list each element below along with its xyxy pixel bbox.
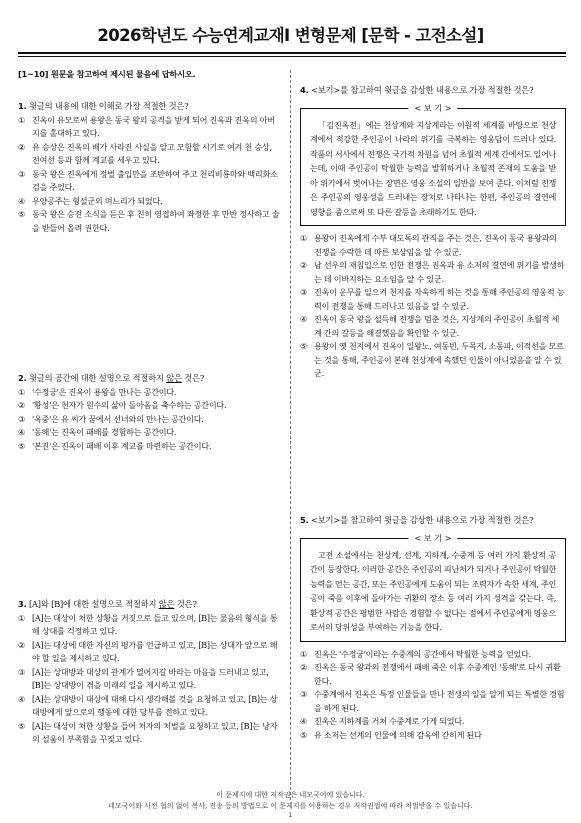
option-5[interactable]: [300, 340, 566, 381]
option-5[interactable]: [300, 729, 566, 743]
option-mark: ⑤: [300, 341, 308, 351]
option-4[interactable]: [18, 426, 280, 440]
header-rule: [18, 52, 566, 54]
option-4[interactable]: [18, 693, 280, 720]
option-mark: ④: [300, 716, 308, 726]
option-mark: ①: [18, 386, 26, 397]
question-text-end: 것은?: [174, 599, 197, 609]
option-4[interactable]: [300, 715, 566, 729]
instruction: [18, 68, 280, 82]
option-mark: ②: [18, 400, 26, 410]
option-1[interactable]: [300, 232, 566, 259]
option-5[interactable]: [18, 720, 280, 747]
question-text: <보기>를 참고하여 윗글을 감상한 내용으로 가장 적절한 것은?: [310, 515, 534, 525]
question-text: [A]와 [B]에 대한 설명으로 적절하지: [28, 599, 159, 609]
option-1[interactable]: [18, 386, 280, 400]
option-2[interactable]: [300, 661, 566, 688]
option-5[interactable]: [18, 440, 280, 454]
option-mark: ⑤: [18, 440, 26, 451]
question-text: 윗글의 공간에 대한 설명으로 적절하지: [28, 373, 167, 383]
option-mark: ①: [18, 114, 26, 125]
option-2[interactable]: [18, 399, 280, 413]
option-text: [A]는 상대방과 대상의 관계가 멀어지길 바라는 마음을 드러내고 있고, [B]는 상대방이 겪을 미래의 일을 제시하고 있다.: [32, 666, 269, 690]
option-text: [A]는 상대방이 대상에 대해 다시 생각해볼 것을 요청하고 있고, [B]는 상대방에게 앞으로의 행동에 대한 당부를 전하고 있다.: [32, 693, 278, 717]
option-mark: ②: [18, 639, 26, 650]
option-mark: ③: [300, 287, 308, 297]
option-text: 진옥은 지하계를 거쳐 수중계로 가게 되었다.: [314, 716, 465, 726]
option-2[interactable]: [18, 141, 280, 168]
option-text: 용왕이 진옥에게 수부 대도독의 관직을 주는 것은, 진옥이 동국 용왕과의 전쟁을 수락한 데 따른 보상임을 알 수 있군.: [314, 233, 557, 257]
question-number: 4.: [300, 85, 309, 95]
option-mark: ④: [18, 427, 26, 437]
question-number: 2.: [18, 373, 27, 383]
option-text: [A]는 대상이 처한 상황을 거짓으로 들고 있으며, [B]는 물음의 형식을 통해 상대를 걱정하고 있다.: [32, 612, 278, 636]
option-mark: ②: [300, 260, 308, 270]
option-text: 용왕이 옛 천지에서 진옥이 일왕노, 여동빈, 두목지, 소동파, 이적선을 모르는 것을 통해, 주인공이 본래 천상계에 속했던 인물이 아니었음을 알 수 있군.: [314, 341, 564, 378]
question-stem: [300, 514, 566, 528]
question-stem: [18, 598, 280, 612]
question-3: [18, 598, 280, 747]
option-text: '수정궁'은 진옥이 용왕을 만나는 공간이다.: [32, 386, 177, 397]
option-5[interactable]: [18, 208, 280, 235]
option-mark: ④: [18, 195, 26, 206]
option-text: 동국 왕은 승전 소식을 듣은 후 친히 영접하여 좌정한 후 만반 정사하고 술을 받들어 올려 권한다.: [32, 209, 280, 233]
example-box: [300, 532, 566, 642]
option-text: [A]는 대상이 처한 상황을 들어 처자의 처벌을 요청하고 있고, [B]는 낭자의 설움이 부족함을 꾸짖고 있다.: [32, 720, 278, 744]
option-3[interactable]: [18, 666, 280, 693]
question-emphasis: 않은: [158, 599, 175, 609]
option-mark: ④: [300, 314, 308, 324]
option-text: 남 선우의 재침입으로 인한 전쟁은 진옥과 유 소저의 결연에 위기를 발생하는 데 이바지하는 요소임을 알 수 있군.: [314, 260, 565, 284]
question-5: [300, 514, 566, 742]
option-2[interactable]: [18, 639, 280, 666]
option-mark: ⑤: [18, 209, 26, 219]
question-1: [18, 100, 280, 235]
question-emphasis: 않은: [166, 373, 182, 383]
copyright-notice: 이 문제지에 대한 저작권은 네모국어에 있습니다.: [216, 791, 365, 799]
option-mark: ①: [18, 612, 26, 623]
option-4[interactable]: [18, 195, 280, 209]
example-box-text: 고전 소설에서는 천상계, 선계, 지하계, 수중계 등 여러 가지 환상적 공간이 등장한다. 이러한 공간은 주인공의 피난처가 되거나 주인공이 탁월한 능력을 얻는 공간, 또는 주인공에게 도움이 되는 조력자가 속한 세계, 주인공이 죽음 이후에 돌아가는 귀환의 장소 등 여러 가지 성격을 갖는다. 즉, 환상적 공간은 평범한 사람은 경험할 수 없다는 점에서 주인공에게 영웅으로서의 당위성을 부여하는 기능을 한다.: [310, 549, 557, 632]
option-mark: ③: [300, 689, 308, 699]
example-box-label: < 보 기 >: [408, 102, 457, 114]
option-mark: ③: [18, 666, 26, 677]
copyright-warning: 네모국어와 사전 협의 없이 복사, 전송 등의 방법으로 이 문제지를 이용하는 경우 저작권법에 따라 처벌받을 수 있습니다.: [108, 802, 473, 810]
option-3[interactable]: [300, 286, 566, 313]
option-text: 수중계에서 진옥은 특정 인물들을 만나 전생의 일을 알게 되는 특별한 경험을 하게 된다.: [314, 689, 565, 713]
example-box: [300, 102, 566, 227]
question-4: [300, 84, 566, 381]
column-divider: [290, 70, 291, 800]
option-mark: ③: [18, 413, 26, 424]
option-1[interactable]: [18, 114, 280, 141]
instruction-text: [1~10] 원문을 참고하여 제시된 물음에 답하시오.: [18, 69, 196, 79]
option-3[interactable]: [18, 413, 280, 427]
option-mark: ⑤: [300, 729, 308, 740]
page-number: 1: [288, 812, 293, 819]
option-3[interactable]: [300, 688, 566, 715]
option-4[interactable]: [300, 313, 566, 340]
option-text: [A]는 대상에 대한 자신의 평가를 언급하고 있고, [B]는 상대가 앞으로 해야 할 일을 제시하고 있다.: [32, 639, 278, 663]
option-mark: ⑤: [18, 720, 26, 731]
option-text: 진옥이 운무를 일으켜 천지를 자욱하게 하는 것을 통해 주인공의 영웅적 능력이 전쟁을 통해 드러나고 있음을 알 수 있군.: [314, 287, 565, 311]
option-text: 진옥은 '수정궁'이라는 수중계의 공간에서 탁월한 능력을 얻었다.: [314, 648, 531, 659]
option-2[interactable]: [300, 259, 566, 286]
question-number: 3.: [18, 599, 27, 609]
question-2: [18, 372, 280, 453]
option-text: 우양공주는 형설군의 며느리가 되었다.: [32, 195, 163, 206]
option-text: 진옥이 동국 왕을 설득해 전쟁을 멈춘 것은, 지상계의 주인공이 초월적 세계 간의 갈등을 해결했음을 확인할 수 있군.: [314, 314, 560, 338]
option-3[interactable]: [18, 168, 280, 195]
option-text: 진옥은 동국 왕과의 전쟁에서 패배 죽은 이후 수중계인 '동해'로 다시 귀환한다.: [314, 662, 561, 686]
option-mark: ②: [18, 141, 26, 152]
example-box-text: 「김진옥전」에는 천상계와 지상계라는 이원적 세계를 바탕으로 천상계에서 적강한 주인공이 나라의 위기를 극복하는 영웅담이 드러나 있다. 작품의 서사에서 전쟁은 국가적 차원을 넘어 초월적 세계 간에서도 일어나는데, 이때 주인공이 탁월한 능력을 발휘하거나 초월적 존재의 도움을 받아 위기에서 벗어나는 장면은 영웅 소설의 일반을 보여 준다. 이처럼 전쟁은 주인공의 영웅성을 드러내는 장치로 나타나는 한편, 주인공의 결연에 영향을 줌으로써 또 다른 갈등을 초래하기도 한다.: [310, 119, 557, 217]
option-mark: ③: [18, 168, 26, 179]
question-text: 윗글의 내용에 대한 이해로 가장 적절한 것은?: [28, 101, 189, 111]
option-text: 유 소저는 선계의 인물에 의해 감옥에 갇히게 된다: [314, 729, 482, 740]
option-1[interactable]: [18, 612, 280, 639]
example-box-label: < 보 기 >: [408, 532, 457, 544]
option-mark: ②: [300, 662, 308, 672]
option-text: '동해'는 진옥이 패배를 경험하는 공간이다.: [32, 427, 177, 437]
option-text: '옥중'은 유 씨가 꿈에서 선녀와의 만나는 공간이다.: [32, 413, 204, 424]
question-stem: [18, 372, 280, 386]
question-text-end: 것은?: [181, 373, 205, 383]
option-text: 진옥이 유모로써 용왕은 동국 왕의 공격을 받게 되어 진옥과 진옥의 아버지를 홀대하고 있다.: [32, 114, 275, 138]
header-rule-thin: [18, 56, 566, 57]
option-mark: ①: [300, 233, 308, 243]
option-mark: ④: [18, 693, 26, 704]
question-number: 5.: [300, 515, 309, 525]
question-number: 1.: [18, 101, 27, 111]
option-text: 동국 왕은 진옥에게 정벌 출입만을 조반하여 주고 천리비룡마와 백리화소검을 주었다.: [32, 168, 278, 192]
option-1[interactable]: [300, 648, 566, 662]
option-text: '황성'은 천자가 원수의 삶아 돌아옴을 축수하는 공간이다.: [32, 400, 227, 410]
question-stem: [300, 84, 566, 98]
question-stem: [18, 100, 280, 114]
question-text: <보기>를 참고하여 윗글을 감상한 내용으로 가장 적절한 것은?: [310, 85, 534, 95]
option-mark: ①: [300, 648, 308, 659]
option-text: 유 승상은 진옥의 배가 사라진 사실을 알고 모함할 시기로 여겨 천 승상, 전여선 등과 함께 계교를 세우고 있다.: [32, 141, 272, 165]
option-text: '본진'은 진옥이 패배 이후 계교를 마련하는 공간이다.: [32, 440, 212, 451]
page-title: 2026학년도 수능연계교재Ⅰ 변형문제 [문학 - 고전소설]: [97, 26, 484, 45]
